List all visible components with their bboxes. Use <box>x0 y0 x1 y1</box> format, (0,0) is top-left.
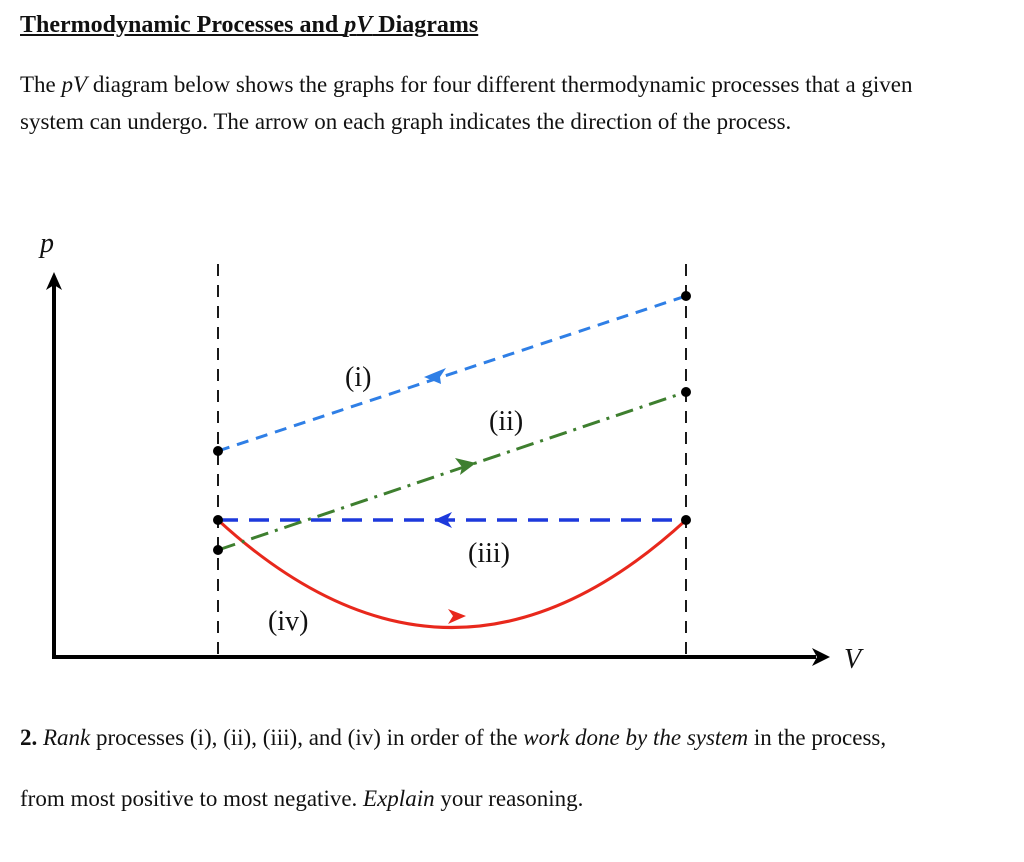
question-text-1: processes (i), (ii), (iii), and (iv) in order of the <box>90 725 524 750</box>
title-text-1: Thermodynamic Processes and <box>20 12 345 38</box>
process-iv-label: (iv) <box>268 606 309 637</box>
v-axis-label: V <box>844 644 862 675</box>
intro-line-2: system can undergo. The arrow on each graph indicates the direction of the process. <box>20 109 792 134</box>
question-line-1 <box>20 725 886 751</box>
process-iii-label: (iii) <box>468 538 510 569</box>
p-axis-label: p <box>40 228 54 259</box>
process-ii-arrow <box>455 458 476 475</box>
title-text-2: Diagrams <box>372 12 479 38</box>
question-rank: Rank <box>43 725 91 750</box>
state-point <box>681 515 691 525</box>
question-number: 2. <box>20 725 38 750</box>
question-text-3: from most positive to most negative. <box>20 786 364 811</box>
process-i-label: (i) <box>345 362 372 393</box>
state-point <box>213 446 223 456</box>
intro-text-1: The <box>20 72 62 97</box>
intro-line-1 <box>20 66 1024 103</box>
process-ii-label: (ii) <box>489 406 524 437</box>
intro-paragraph <box>20 66 1024 140</box>
process-i-line <box>218 296 686 451</box>
state-point <box>681 291 691 301</box>
question-line-2 <box>20 786 583 812</box>
intro-var-v: V <box>73 72 88 97</box>
state-point <box>213 515 223 525</box>
question-text-2: in the process, <box>748 725 887 750</box>
pv-diagram <box>0 220 1024 690</box>
intro-text-2: diagram below shows the graphs for four different thermodynamic processes that a given <box>87 72 913 97</box>
intro-var-p: p <box>61 72 74 97</box>
question-work: work done by the system <box>523 725 749 750</box>
title-var-v: V <box>356 12 373 38</box>
question-text-4: your reasoning. <box>434 786 584 811</box>
process-iv-arrow <box>448 609 466 624</box>
page-title <box>20 12 478 39</box>
question-explain: Explain <box>363 786 435 811</box>
state-point <box>213 545 223 555</box>
process-ii-line <box>218 392 686 550</box>
title-var-p: p <box>344 12 357 38</box>
state-point <box>681 387 691 397</box>
